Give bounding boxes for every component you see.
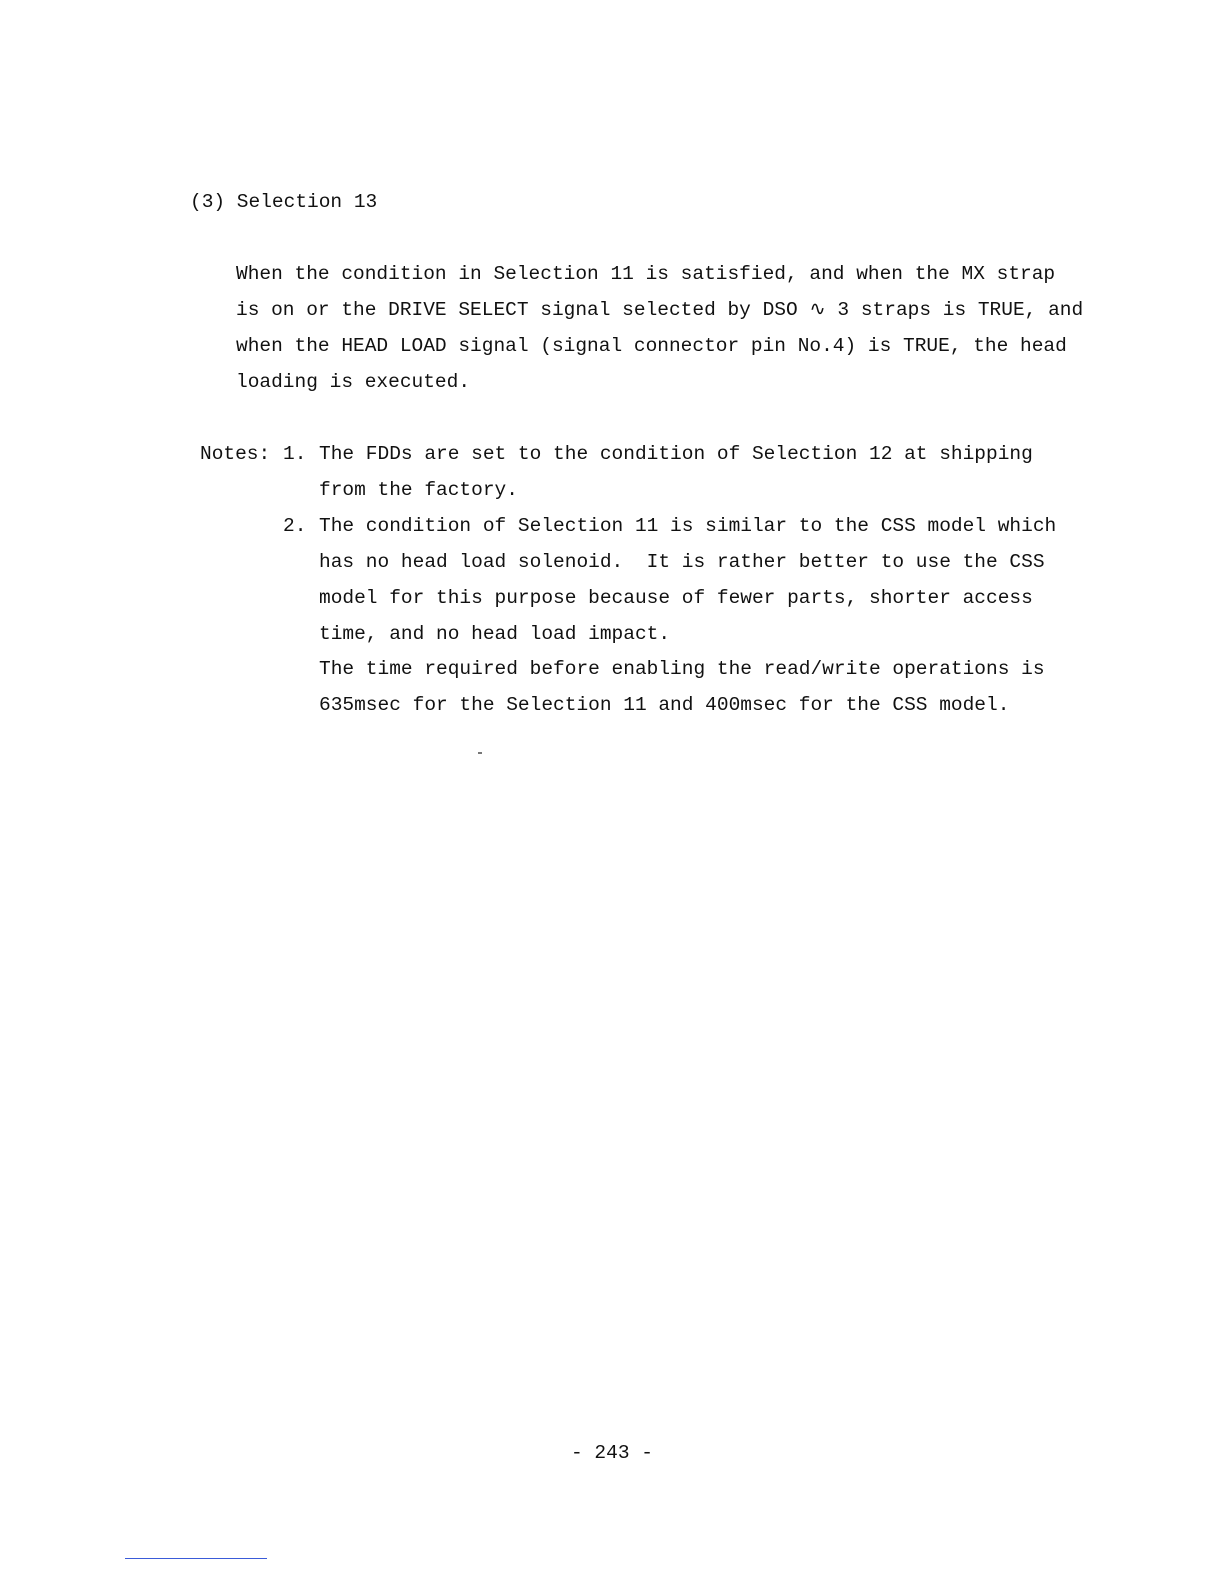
paragraph-line-2: is on or the DRIVE SELECT signal selected by DSO ∿ 3 straps is TRUE, and [236, 299, 1084, 321]
section-heading: (3) Selection 13 [190, 191, 378, 213]
paragraph-line-3: when the HEAD LOAD signal (signal connector pin No.4) is TRUE, the head [236, 335, 1067, 357]
note-2-line-6: 635msec for the Selection 11 and 400msec for the CSS model. [319, 694, 1010, 716]
note-2-line-3: model for this purpose because of fewer parts, shorter access [319, 587, 1033, 609]
paragraph-line-4: loading is executed. [236, 371, 471, 393]
note-2-line-2: has no head load solenoid. It is rather better to use the CSS [319, 551, 1045, 573]
note-2-line-4: time, and no head load impact. [319, 623, 671, 645]
paragraph-line-1: When the condition in Selection 11 is satisfied, and when the MX strap [236, 263, 1056, 285]
note-number-1: 1. [283, 443, 307, 465]
notes-label: Notes: [200, 443, 271, 465]
note-2-line-1: The condition of Selection 11 is similar to the CSS model which [319, 515, 1057, 537]
note-number-2: 2. [283, 515, 307, 537]
scan-speck [478, 752, 482, 754]
bottom-rule [125, 1558, 267, 1559]
note-1-line-2: from the factory. [319, 479, 518, 501]
page-number: - 243 - [571, 1442, 653, 1464]
note-2-line-5: The time required before enabling the read/write operations is [319, 658, 1045, 680]
note-1-line-1: The FDDs are set to the condition of Selection 12 at shipping [319, 443, 1033, 465]
